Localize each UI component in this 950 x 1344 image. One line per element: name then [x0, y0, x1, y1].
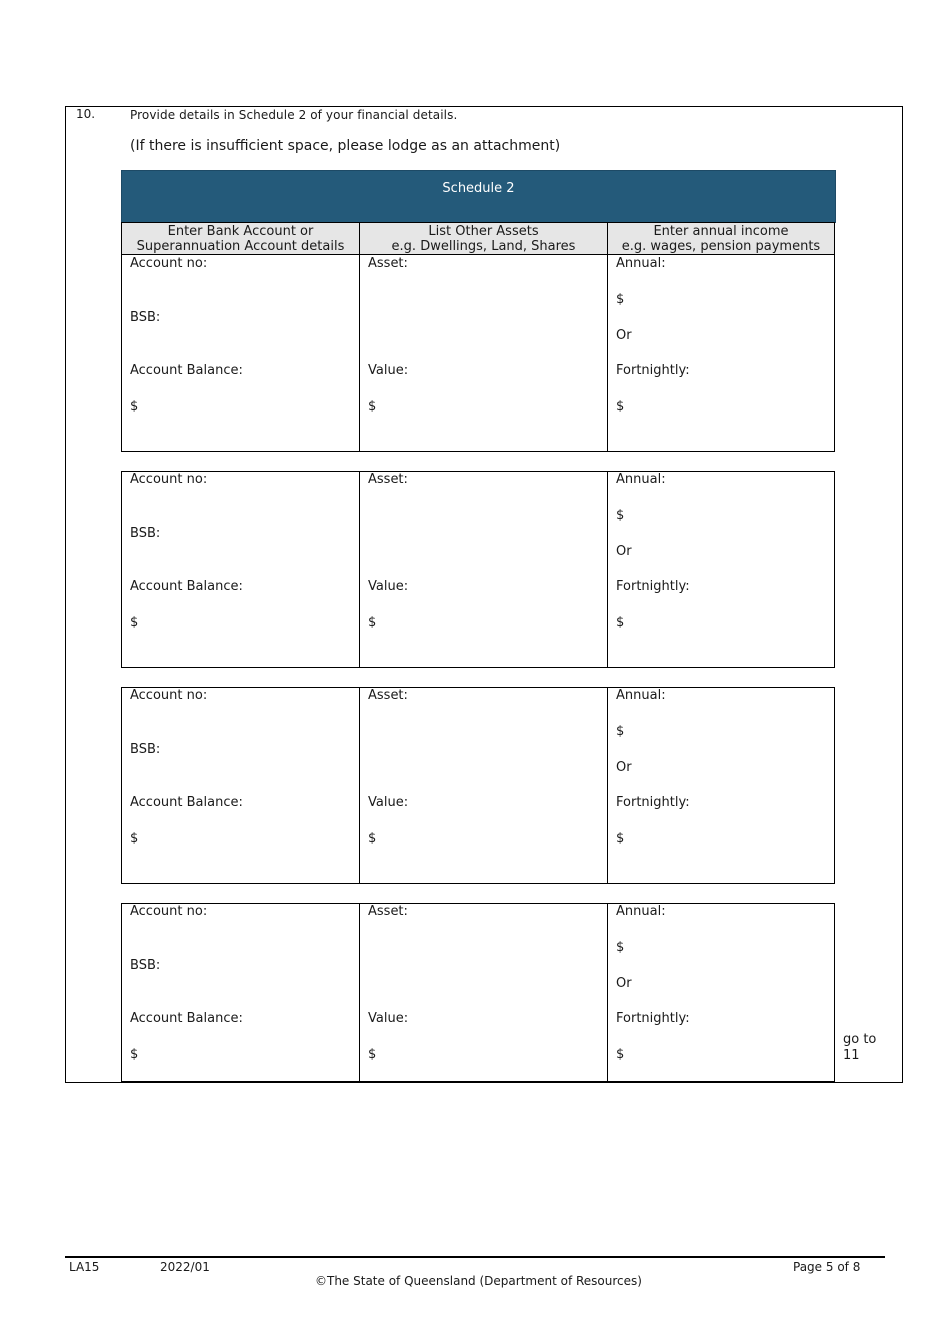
column-divider	[359, 255, 360, 452]
column-divider	[607, 255, 608, 452]
fortnightly-income-dollar[interactable]: $	[616, 1047, 625, 1062]
column-divider	[607, 687, 608, 884]
asset-value-label[interactable]: Value:	[368, 1011, 409, 1026]
account-balance-label[interactable]: Account Balance:	[130, 579, 243, 594]
or-label: Or	[616, 760, 632, 775]
question-instruction: Provide details in Schedule 2 of your financial details.	[130, 108, 458, 122]
column-divider	[359, 687, 360, 884]
schedule-entry-block	[121, 471, 835, 668]
or-label: Or	[616, 328, 632, 343]
account-balance-dollar[interactable]: $	[130, 615, 139, 630]
account-balance-label[interactable]: Account Balance:	[130, 795, 243, 810]
annual-income-label[interactable]: Annual:	[616, 472, 666, 487]
asset-value-label[interactable]: Value:	[368, 579, 409, 594]
or-label: Or	[616, 976, 632, 991]
account-balance-dollar[interactable]: $	[130, 399, 139, 414]
column-header-line2: e.g. wages, pension payments	[621, 239, 821, 254]
copyright: ©The State of Queensland (Department of Resources)	[315, 1274, 642, 1288]
column-header-annual-income	[607, 222, 835, 255]
asset-value-label[interactable]: Value:	[368, 795, 409, 810]
column-divider	[607, 471, 608, 668]
go-to-label: go to	[843, 1032, 877, 1047]
column-header-line1: Enter annual income	[653, 224, 789, 239]
account-number-label[interactable]: Account no:	[130, 688, 208, 703]
fortnightly-income-dollar[interactable]: $	[616, 831, 625, 846]
schedule-entry-block	[121, 903, 835, 1082]
asset-value-dollar[interactable]: $	[368, 399, 377, 414]
fortnightly-income-label[interactable]: Fortnightly:	[616, 363, 690, 378]
annual-income-dollar[interactable]: $	[616, 508, 625, 523]
column-header-line2: e.g. Dwellings, Land, Shares	[391, 239, 576, 254]
fortnightly-income-label[interactable]: Fortnightly:	[616, 579, 690, 594]
asset-label[interactable]: Asset:	[368, 904, 408, 919]
form-code: LA15	[69, 1260, 100, 1274]
annual-income-dollar[interactable]: $	[616, 940, 625, 955]
schedule-entry-block	[121, 255, 835, 452]
annual-income-label[interactable]: Annual:	[616, 688, 666, 703]
schedule-title: Schedule 2	[121, 170, 836, 223]
form-version: 2022/01	[160, 1260, 210, 1274]
column-divider	[359, 903, 360, 1082]
fortnightly-income-label[interactable]: Fortnightly:	[616, 1011, 690, 1026]
bsb-label[interactable]: BSB:	[130, 526, 161, 541]
asset-value-label[interactable]: Value:	[368, 363, 409, 378]
account-balance-label[interactable]: Account Balance:	[130, 363, 243, 378]
annual-income-label[interactable]: Annual:	[616, 256, 666, 271]
annual-income-dollar[interactable]: $	[616, 292, 625, 307]
attachment-note: (If there is insufficient space, please lodge as an attachment)	[130, 138, 561, 154]
column-header-line1: Enter Bank Account or	[167, 224, 314, 239]
account-number-label[interactable]: Account no:	[130, 904, 208, 919]
asset-label[interactable]: Asset:	[368, 256, 408, 271]
account-balance-dollar[interactable]: $	[130, 1047, 139, 1062]
asset-value-dollar[interactable]: $	[368, 831, 377, 846]
go-to-number: 11	[843, 1048, 860, 1063]
or-label: Or	[616, 544, 632, 559]
account-number-label[interactable]: Account no:	[130, 472, 208, 487]
column-header-other-assets	[359, 222, 608, 255]
footer-divider	[65, 1256, 885, 1258]
bsb-label[interactable]: BSB:	[130, 958, 161, 973]
column-divider	[607, 903, 608, 1082]
column-header-line1: List Other Assets	[428, 224, 539, 239]
account-balance-dollar[interactable]: $	[130, 831, 139, 846]
go-to-question-11	[843, 1032, 876, 1064]
asset-value-dollar[interactable]: $	[368, 615, 377, 630]
fortnightly-income-label[interactable]: Fortnightly:	[616, 795, 690, 810]
annual-income-dollar[interactable]: $	[616, 724, 625, 739]
column-header-bank-account	[121, 222, 360, 255]
fortnightly-income-dollar[interactable]: $	[616, 615, 625, 630]
schedule-entry-block	[121, 687, 835, 884]
asset-value-dollar[interactable]: $	[368, 1047, 377, 1062]
bsb-label[interactable]: BSB:	[130, 310, 161, 325]
page-number: Page 5 of 8	[793, 1260, 861, 1274]
column-divider	[359, 471, 360, 668]
account-number-label[interactable]: Account no:	[130, 256, 208, 271]
annual-income-label[interactable]: Annual:	[616, 904, 666, 919]
bsb-label[interactable]: BSB:	[130, 742, 161, 757]
question-number: 10.	[76, 107, 96, 121]
asset-label[interactable]: Asset:	[368, 688, 408, 703]
fortnightly-income-dollar[interactable]: $	[616, 399, 625, 414]
asset-label[interactable]: Asset:	[368, 472, 408, 487]
account-balance-label[interactable]: Account Balance:	[130, 1011, 243, 1026]
column-header-line2: Superannuation Account details	[136, 239, 345, 254]
